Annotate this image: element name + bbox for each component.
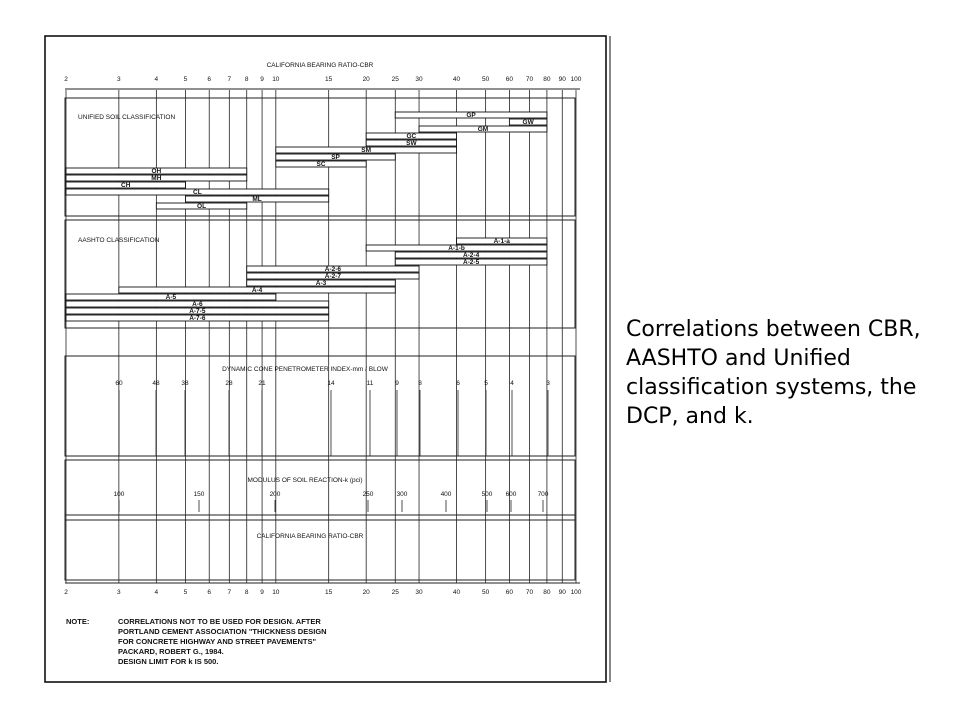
cbr-top-tick-2: 2 — [64, 76, 68, 83]
dcp-tick-21: 21 — [258, 380, 266, 387]
aashto-bar-label-a-2-4: A-2-4 — [462, 252, 480, 259]
note-label: NOTE: — [66, 617, 90, 626]
unified-bar-label-gc: GC — [406, 133, 417, 140]
cbr-top-tick-70: 70 — [525, 76, 534, 83]
aashto-bar-label-a-6: A-6 — [192, 301, 203, 308]
unified-bar-label-ml: ML — [252, 196, 262, 203]
k-tick-700: 700 — [537, 491, 549, 498]
cbr-top-tick-80: 80 — [543, 76, 551, 83]
k-tick-labels — [114, 491, 549, 512]
cbr-bottom-tick-2: 2 — [64, 589, 68, 596]
caption: Correlations between CBR, AASHTO and Unified classification systems, the DCP, and k. — [626, 317, 921, 429]
k-tick-250: 250 — [362, 491, 374, 498]
cbr-bottom-tick-15: 15 — [325, 589, 333, 596]
cbr-bottom-tick-6: 6 — [207, 589, 212, 596]
cbr-top-tick-9: 9 — [260, 76, 264, 83]
aashto-bar-label-a-1-a: A-1-a — [493, 238, 510, 245]
aashto-heading: AASHTO CLASSIFICATION — [78, 237, 160, 244]
dcp-tick-11: 11 — [366, 380, 374, 387]
note-line-4: PACKARD, ROBERT G., 1984. — [118, 647, 224, 656]
dcp-tick-9: 9 — [395, 380, 399, 387]
aashto-bar-label-a-4: A-4 — [251, 287, 263, 294]
k-title: MODULUS OF SOIL REACTION-k (pci) — [247, 477, 363, 484]
cbr-bottom-tick-9: 9 — [260, 589, 264, 596]
unified-bar-label-cl: CL — [193, 189, 202, 196]
dcp-tick-5: 5 — [484, 380, 488, 387]
cbr-top-tick-3: 3 — [117, 76, 121, 83]
k-tick-200: 200 — [269, 491, 281, 498]
cbr-bottom-tick-8: 8 — [244, 589, 249, 596]
cbr-bottom-tick-25: 25 — [391, 589, 399, 596]
dcp-tick-8: 8 — [418, 380, 422, 387]
k-tick-400: 400 — [440, 491, 452, 498]
cbr-top-tick-50: 50 — [482, 76, 490, 83]
cbr-top-title: CALIFORNIA BEARING RATIO-CBR — [266, 62, 374, 69]
cbr-top-tick-4: 4 — [154, 76, 159, 83]
unified-bar-label-sp: SP — [331, 154, 340, 161]
unified-bars — [66, 112, 547, 210]
cbr-bottom-tick-20: 20 — [362, 589, 370, 596]
note-line-1: CORRELATIONS NOT TO BE USED FOR DESIGN. AFTER — [118, 617, 321, 626]
aashto-bar-label-a-7-5: A-7-5 — [189, 308, 206, 315]
note-text — [118, 617, 327, 666]
dcp-tick-14: 14 — [327, 380, 335, 387]
cbr-bottom-tick-30: 30 — [415, 589, 423, 596]
cbr-top-tick-25: 25 — [391, 76, 399, 83]
cbr-top-tick-8: 8 — [244, 76, 249, 83]
cbr-top-tick-5: 5 — [183, 76, 188, 83]
dcp-tick-labels — [115, 380, 550, 456]
dcp-tick-6: 6 — [456, 380, 460, 387]
unified-bar-label-gw: GW — [522, 119, 534, 126]
cbr-bottom-tick-40: 40 — [452, 589, 461, 596]
cbr-top-tick-40: 40 — [452, 76, 461, 83]
unified-bar-label-oh: OH — [151, 168, 162, 175]
cbr-bottom-tick-labels — [64, 589, 582, 596]
k-tick-500: 500 — [481, 491, 493, 498]
figure-frame — [45, 36, 606, 682]
cbr-bottom-tick-90: 90 — [558, 589, 566, 596]
cbr-top-tick-10: 10 — [272, 76, 280, 83]
cbr-bottom-tick-4: 4 — [154, 589, 159, 596]
cbr-top-tick-15: 15 — [325, 76, 333, 83]
unified-bar-label-mh: MH — [151, 175, 162, 182]
cbr-top-tick-60: 60 — [505, 76, 514, 83]
cbr-top-tick-7: 7 — [227, 76, 232, 83]
unified-bar-label-sc: SC — [316, 161, 326, 168]
cbr-top-tick-20: 20 — [362, 76, 370, 83]
cbr-top-tick-labels — [64, 76, 582, 83]
unified-bar-label-gp: GP — [466, 112, 476, 119]
unified-bar-label-ol: OL — [197, 203, 207, 210]
cbr-top-tick-6: 6 — [207, 76, 212, 83]
cbr-bottom-title: CALIFORNIA BEARING RATIO-CBR — [256, 533, 364, 540]
dcp-tick-38: 38 — [181, 380, 189, 387]
dcp-tick-60: 60 — [115, 380, 123, 387]
aashto-bars — [66, 238, 547, 322]
k-tick-300: 300 — [396, 491, 408, 498]
cbr-bottom-tick-7: 7 — [227, 589, 232, 596]
cbr-bottom-tick-80: 80 — [543, 589, 551, 596]
dcp-title: DYNAMIC CONE PENETROMETER INDEX-mm / BLOW — [222, 366, 388, 373]
cbr-bottom-tick-10: 10 — [272, 589, 280, 596]
note-line-2: PORTLAND CEMENT ASSOCIATION "THICKNESS DESIGN — [118, 627, 327, 636]
dcp-tick-4: 4 — [510, 380, 514, 387]
cbr-top-tick-30: 30 — [415, 76, 423, 83]
cbr-top-tick-100: 100 — [570, 76, 582, 83]
note-line-5: DESIGN LIMIT FOR k IS 500. — [118, 657, 219, 666]
aashto-bar-label-a-2-7: A-2-7 — [324, 273, 342, 280]
k-tick-100: 100 — [113, 491, 125, 498]
unified-bar-label-gm: GM — [477, 126, 489, 133]
cbr-bottom-tick-3: 3 — [117, 589, 121, 596]
dcp-tick-48: 48 — [152, 380, 160, 387]
aashto-bar-label-a-2-6: A-2-6 — [324, 266, 342, 273]
aashto-bar-label-a-5: A-5 — [165, 294, 177, 301]
unified-bar-label-ch: CH — [121, 182, 131, 189]
k-tick-600: 600 — [505, 491, 517, 498]
unified-heading: UNIFIED SOIL CLASSIFICATION — [78, 114, 176, 121]
aashto-bar-label-a-7-6: A-7-6 — [189, 315, 206, 322]
unified-bar-label-sm: SM — [361, 147, 372, 154]
aashto-bar-label-a-3: A-3 — [315, 280, 327, 287]
cbr-bottom-tick-100: 100 — [570, 589, 582, 596]
aashto-bar-label-a-1-b: A-1-b — [448, 245, 465, 252]
unified-bar-label-sw: SW — [406, 140, 417, 147]
dcp-tick-3: 3 — [546, 380, 550, 387]
k-tick-150: 150 — [193, 491, 205, 498]
note-line-3: FOR CONCRETE HIGHWAY AND STREET PAVEMENTS" — [118, 637, 317, 646]
cbr-bottom-tick-70: 70 — [525, 589, 534, 596]
cbr-bottom-tick-50: 50 — [482, 589, 490, 596]
cbr-bottom-tick-60: 60 — [505, 589, 514, 596]
aashto-bar-label-a-2-5: A-2-5 — [462, 259, 480, 266]
dcp-tick-28: 28 — [225, 380, 233, 387]
cbr-bottom-tick-5: 5 — [183, 589, 188, 596]
cbr-top-tick-90: 90 — [558, 76, 566, 83]
